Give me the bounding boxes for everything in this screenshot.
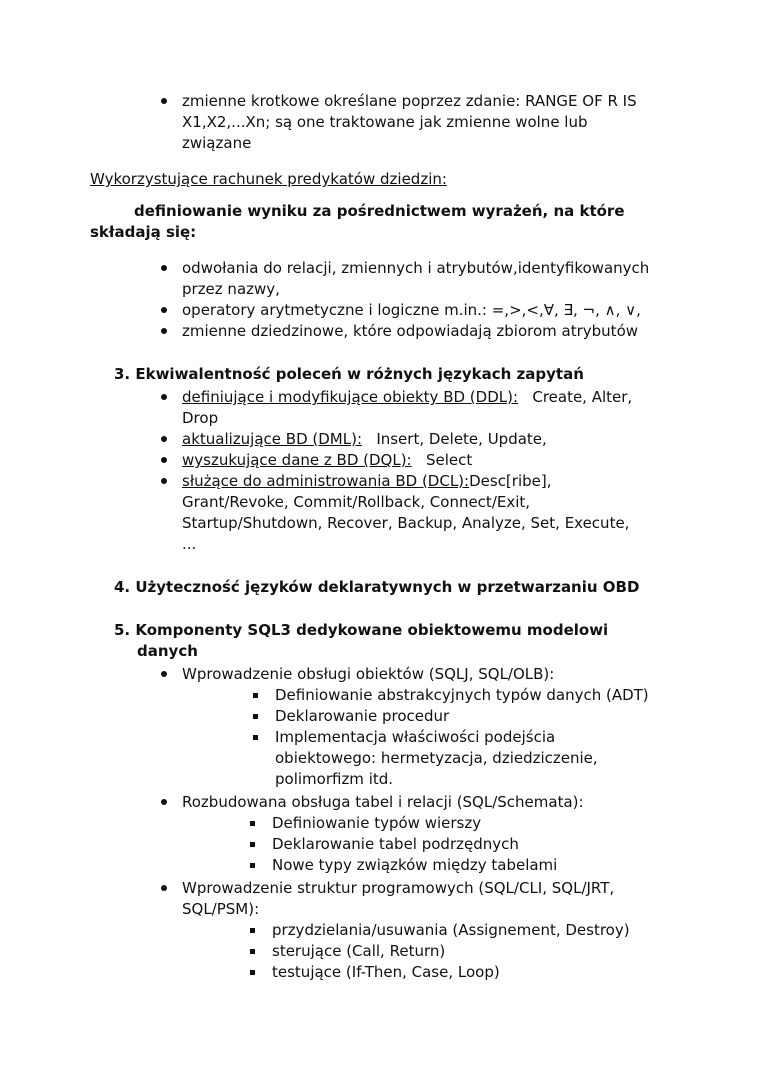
group-3-sub-1: przydzielania/usuwania (Assignement, Destroy)	[272, 921, 630, 939]
square-bullet-icon	[253, 735, 258, 740]
square-bullet-icon	[253, 714, 258, 719]
dql-label: wyszukujące dane z BD (DQL):	[182, 451, 412, 469]
domain-item-1-line-2: przez nazwy,	[182, 280, 280, 298]
range-item-line-3: związane	[182, 134, 252, 152]
group-2-text: Rozbudowana obsługa tabel i relacji (SQL/Schemata):	[182, 793, 584, 811]
bullet-icon	[161, 671, 167, 677]
bullet-icon	[161, 328, 167, 334]
group-3-text-line-1: Wprowadzenie struktur programowych (SQL/CLI, SQL/JRT,	[182, 879, 615, 897]
range-item-line-1: zmienne krotkowe określane poprzez zdanie: RANGE OF R IS	[182, 92, 637, 110]
bullet-icon	[161, 307, 167, 313]
bullet-icon	[161, 98, 167, 104]
domain-item-1-line-1: odwołania do relacji, zmiennych i atrybutów,identyfikowanych	[182, 259, 650, 277]
definition-line-2: składają się:	[90, 223, 197, 241]
dql-item	[182, 450, 472, 471]
dml-text: Insert, Delete, Update,	[376, 430, 547, 448]
bullet-icon	[161, 394, 167, 400]
square-bullet-icon	[250, 842, 255, 847]
group-3-text-line-2: SQL/PSM):	[182, 900, 260, 918]
dml-label: aktualizujące BD (DML):	[182, 430, 362, 448]
section-5-title-line-2: danych	[137, 642, 198, 660]
dcl-item-line-2: Grant/Revoke, Commit/Rollback, Connect/Exit,	[182, 493, 531, 511]
bullet-icon	[161, 436, 167, 442]
group-1-sub-3-line-3: polimorfizm itd.	[275, 770, 394, 788]
domain-calculus-heading: Wykorzystujące rachunek predykatów dziedzin:	[90, 170, 447, 188]
ddl-item-line-2: Drop	[182, 409, 219, 427]
group-1-text: Wprowadzenie obsługi obiektów (SQLJ, SQL/OLB):	[182, 665, 555, 683]
square-bullet-icon	[250, 949, 255, 954]
square-bullet-icon	[253, 693, 258, 698]
section-4-title: 4. Użyteczność języków deklaratywnych w przetwarzaniu OBD	[114, 578, 640, 596]
group-1-sub-3-line-2: obiektowego: hermetyzacja, dziedziczenie,	[275, 749, 598, 767]
ddl-text: Create, Alter,	[532, 388, 633, 406]
group-2-sub-2: Deklarowanie tabel podrzędnych	[272, 835, 519, 853]
section-5-title-line-1: 5. Komponenty SQL3 dedykowane obiektowemu modelowi	[114, 621, 609, 639]
dcl-item-line-1	[182, 471, 552, 492]
dcl-label: służące do administrowania BD (DCL):	[182, 472, 470, 490]
group-1-sub-3-line-1: Implementacja właściwości podejścia	[275, 728, 556, 746]
dcl-item-line-4: ...	[182, 535, 197, 553]
group-2-sub-1: Definiowanie typów wierszy	[272, 814, 482, 832]
group-1-sub-2: Deklarowanie procedur	[275, 707, 450, 725]
ddl-label: definiujące i modyfikujące obiekty BD (DDL):	[182, 388, 519, 406]
bullet-icon	[161, 457, 167, 463]
square-bullet-icon	[250, 821, 255, 826]
domain-item-3: zmienne dziedzinowe, które odpowiadają zbiorom atrybutów	[182, 322, 639, 340]
definition-line-1: definiowanie wyniku za pośrednictwem wyrażeń, na które	[134, 202, 625, 220]
dcl-text: Desc[ribe],	[469, 472, 552, 490]
group-3-sub-2: sterujące (Call, Return)	[272, 942, 446, 960]
ddl-item-line-1	[182, 387, 632, 408]
group-3-sub-3: testujące (If-Then, Case, Loop)	[272, 963, 500, 981]
dcl-item-line-3: Startup/Shutdown, Recover, Backup, Analyze, Set, Execute,	[182, 514, 630, 532]
domain-item-2: operatory arytmetyczne i logiczne m.in.: =,>,<,∀, ∃, ¬, ∧, ∨,	[182, 301, 641, 319]
bullet-icon	[161, 885, 167, 891]
bullet-icon	[161, 265, 167, 271]
square-bullet-icon	[250, 928, 255, 933]
bullet-icon	[161, 799, 167, 805]
square-bullet-icon	[250, 863, 255, 868]
dql-text: Select	[425, 451, 473, 469]
square-bullet-icon	[250, 970, 255, 975]
group-1-sub-1: Definiowanie abstrakcyjnych typów danych (ADT)	[275, 686, 649, 704]
bullet-icon	[161, 478, 167, 484]
section-3-title: 3. Ekwiwalentność poleceń w różnych językach zapytań	[114, 365, 584, 383]
dml-item	[182, 429, 547, 450]
range-item-line-2: X1,X2,...Xn; są one traktowane jak zmienne wolne lub	[182, 113, 588, 131]
group-2-sub-3: Nowe typy związków między tabelami	[272, 856, 558, 874]
